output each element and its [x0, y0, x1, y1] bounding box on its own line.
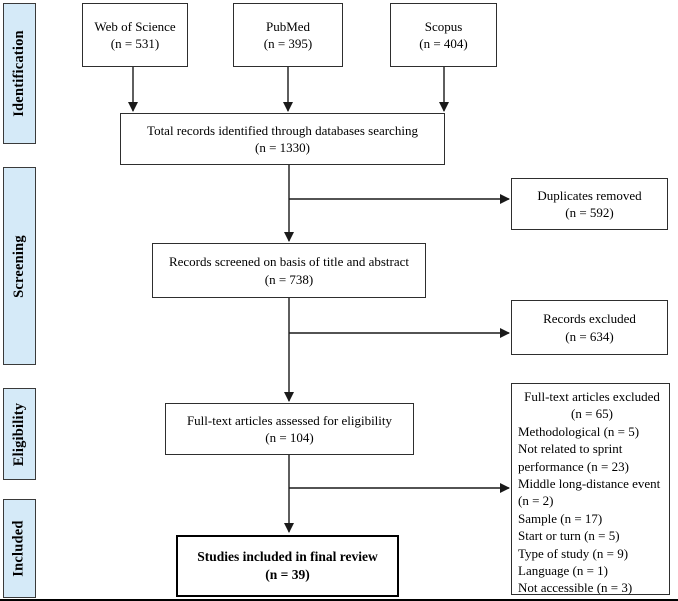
- total-records-box: [120, 113, 445, 165]
- fulltext-excluded-box: [511, 383, 670, 595]
- records-excluded-label: Records excluded: [543, 311, 636, 327]
- exclusion-reason: Sample (n = 17): [518, 510, 603, 526]
- stage-screening: [3, 167, 36, 365]
- records-screened-count: (n = 738): [264, 271, 314, 287]
- fulltext-excluded-title: Full-text articles excluded: [524, 389, 660, 404]
- source-label: Web of Science: [94, 18, 176, 34]
- source-box-pubmed: [233, 3, 343, 67]
- source-label: Scopus: [424, 18, 463, 34]
- stage-eligibility-label: Eligibility: [11, 402, 27, 466]
- source-count: (n = 404): [419, 36, 468, 51]
- stage-identification: [3, 3, 36, 144]
- exclusion-reason: Language (n = 1): [518, 563, 608, 579]
- duplicates-removed-box: [511, 178, 668, 230]
- fulltext-assessed-count: (n = 104): [265, 430, 314, 445]
- stage-identification-label: Identification: [11, 30, 27, 117]
- source-count: (n = 395): [263, 36, 313, 51]
- studies-included-count: (n = 39): [265, 567, 310, 582]
- records-excluded-box: [511, 300, 668, 355]
- exclusion-reason: Type of study (n = 9): [518, 545, 629, 561]
- exclusion-reason: Methodological (n = 5): [518, 423, 640, 439]
- total-records-label: Total records identified through databases searching: [147, 122, 418, 138]
- duplicates-label: Duplicates removed: [537, 187, 642, 203]
- records-screened-label: Records screened on basis of title and abstract: [168, 254, 410, 270]
- stage-included-label: Included: [11, 520, 27, 577]
- studies-included-label: Studies included in final review: [197, 549, 378, 565]
- records-excluded-count: (n = 634): [565, 328, 614, 344]
- source-count: (n = 531): [110, 36, 160, 51]
- records-screened-box: [152, 243, 426, 298]
- duplicates-count: (n = 592): [565, 205, 614, 220]
- stage-included: [3, 499, 36, 598]
- exclusion-reason: Start or turn (n = 5): [518, 528, 620, 544]
- fulltext-excluded-count: (n = 65): [571, 406, 613, 422]
- exclusion-reason: Middle long-distance event (n = 2): [518, 476, 661, 509]
- exclusion-reason: Not related to sprint performance (n = 23): [518, 441, 629, 474]
- source-box-web-of-science: [82, 3, 188, 67]
- stage-screening-label: Screening: [11, 234, 28, 298]
- stage-eligibility: [3, 388, 36, 480]
- source-box-scopus: [390, 3, 497, 67]
- exclusion-reason: Not accessible (n = 3): [518, 580, 633, 596]
- fulltext-assessed-label: Full-text articles assessed for eligibility: [186, 412, 393, 428]
- total-records-count: (n = 1330): [255, 140, 310, 155]
- studies-included-box: [176, 535, 399, 597]
- source-label: PubMed: [265, 18, 311, 34]
- fulltext-assessed-box: [165, 403, 414, 455]
